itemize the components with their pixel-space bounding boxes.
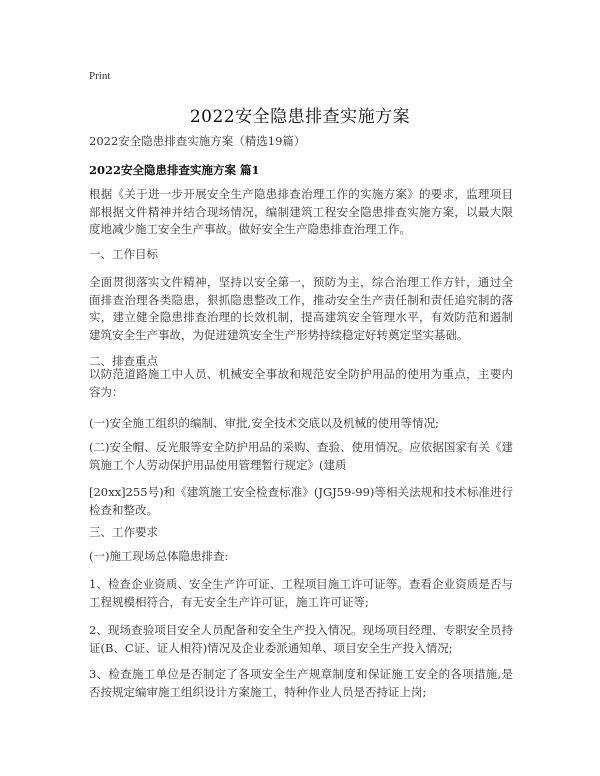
focus-item-2: (二)安全帽、反光服等安全防护用品的采购、查验、使用情况。应依据国家有关《建筑施工个人劳动保护用品使用管理暂行规定》(建质 — [89, 440, 513, 472]
focus-item-3: [20xx]255号)和《建筑施工安全检查标准》(JGJ59-99)等相关法规和技术标准进行检查和整改。 — [89, 485, 513, 517]
requirement-item-1: 1、检查企业资质、安全生产许可证、工程项目施工许可证等。查看企业资质是否与工程规模相符合，有无安全生产许可证，施工许可证等; — [89, 577, 513, 609]
goal-heading: 一、工作目标 — [89, 247, 158, 261]
focus-paragraph: 以防范道路施工中人员、机械安全事故和规范安全防护用品的使用为重点，主要内容为： — [89, 367, 513, 399]
requirement-item-3: 3、检查施工单位是否制定了各项安全生产规章制度和保证施工安全的各项措施,是否按规定编审施工组织设计方案施工，特种作业人员是否持证上岗; — [89, 667, 513, 699]
page-title: 2022安全隐患排查实施方案 — [189, 107, 411, 127]
section-title: 2022安全隐患排查实施方案 篇1 — [89, 163, 260, 177]
print-label[interactable]: Print — [89, 70, 111, 82]
focus-item-1: (一)安全施工组织的编制、审批,安全技术交底以及机械的使用等情况; — [89, 416, 439, 430]
requirement-item-2: 2、现场查验项目安全人员配备和安全生产投入情况。现场项目经理、专职安全员持证(B、C证、证人相符)情况及企业委派通知单、项目安全生产投入情况; — [89, 623, 513, 655]
requirements-heading: 三、工作要求 — [89, 525, 158, 539]
goal-paragraph: 全面贯彻落实文件精神，坚持以安全第一，预防为主，综合治理工作方针，通过全面排查治理各类隐患，狠抓隐患整改工作，推动安全生产责任制和责任追究制的落实，建立健全隐患排查治理的长效机制，提高建筑安全管理水平，有效防范和遏制建筑安全生产事故，为促进建筑安全生产形势持续稳定好转奠定坚实基础。 — [89, 275, 513, 342]
intro-paragraph: 根据《关于进一步开展安全生产隐患排查治理工作的实施方案》的要求，监理项目部根据文件精神并结合现场情况，编制建筑工程安全隐患排查实施方案，以最大限度地减少施工安全生产事故。做好安全生产隐患排查治理工作。 — [89, 187, 513, 236]
focus-heading: 二、排查重点 — [89, 354, 158, 368]
document-subtitle: 2022安全隐患排查实施方案（精选19篇） — [89, 134, 306, 148]
requirement-item-0: (一)施工现场总体隐患排查: — [89, 549, 229, 563]
